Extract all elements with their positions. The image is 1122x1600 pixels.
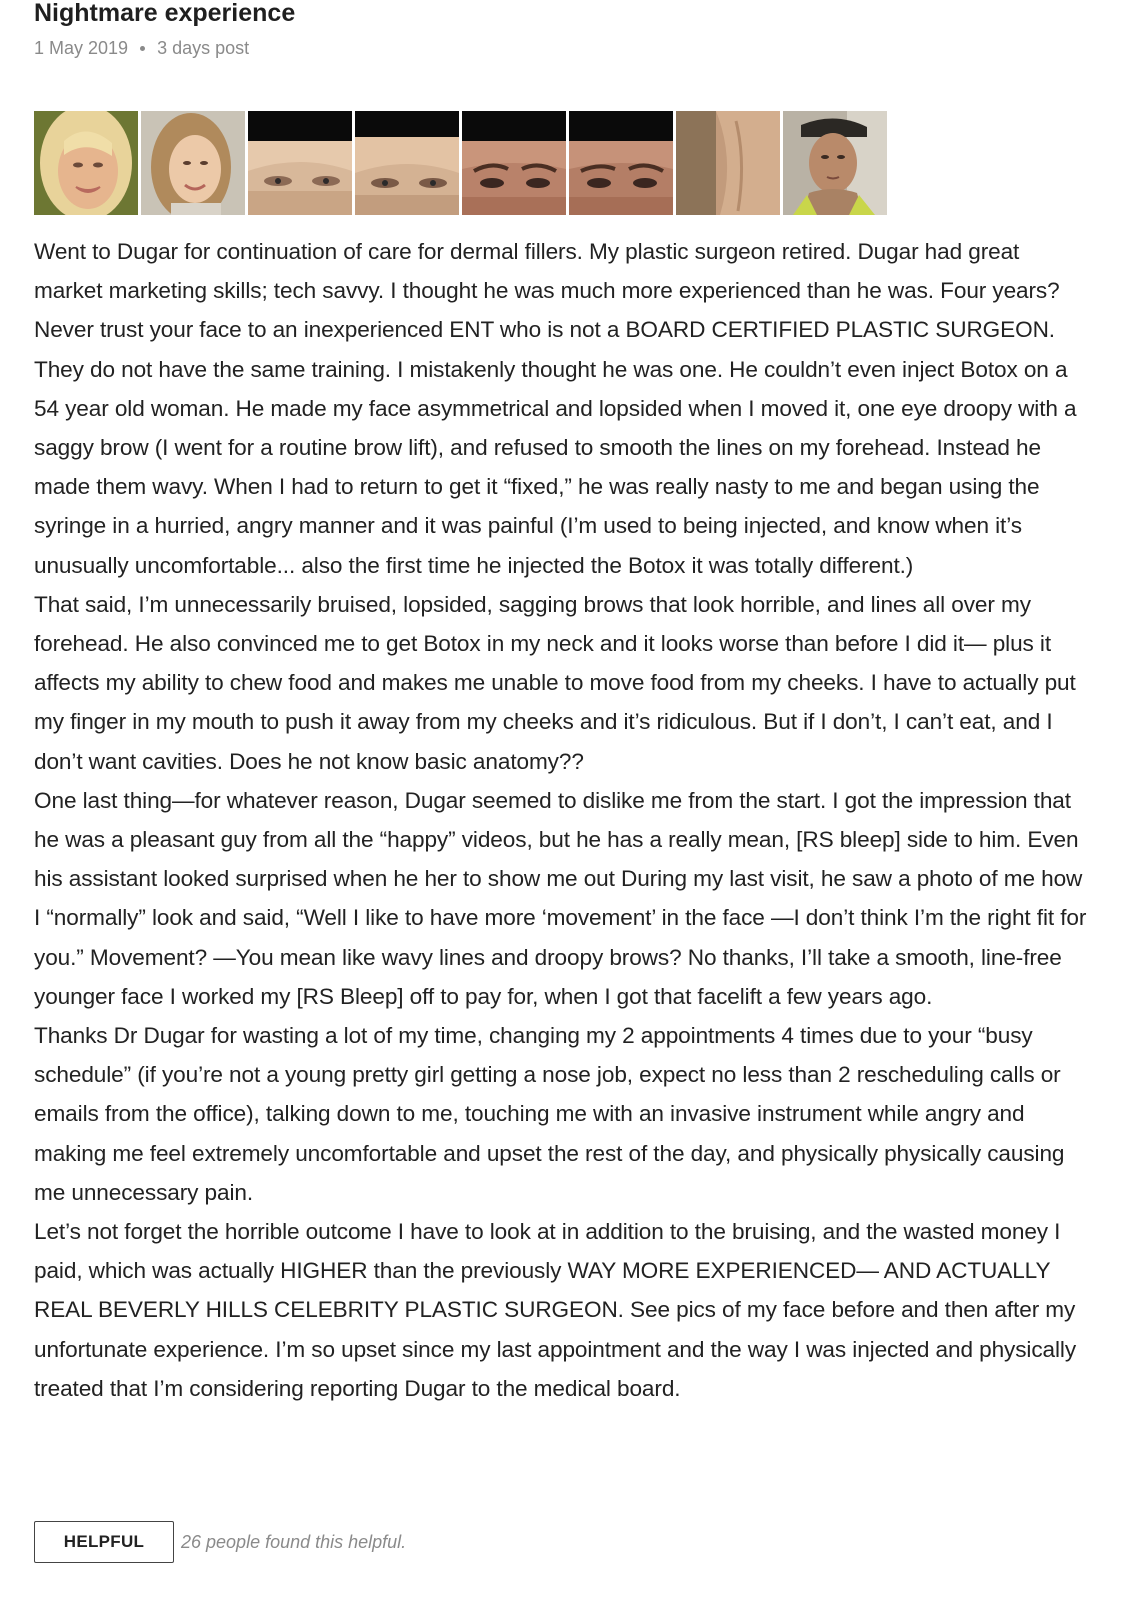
review-paragraph: Let’s not forget the horrible outcome I have to look at in addition to the bruising, and the wasted money I paid, which was actually HIGHER than the previously WAY MORE EXPERIENCED— AND ACTUALLY REAL BEVERLY HILLS CELEBRITY PLASTIC SURGEON. See pics of my face before and then after my unfortunate experience. I’m so upset since my last appointment and the way I was injected and physically treated that I’m considering reporting Dugar to the medical board. [34, 1219, 1077, 1401]
review-meta [34, 37, 1094, 59]
helpful-row [34, 1521, 406, 1563]
photo-eyes-closeup-icon [248, 111, 352, 215]
review-paragraph: Thanks Dr Dugar for wasting a lot of my time, changing my 2 appointments 4 times due to your “busy schedule” (if you’re not a young pretty girl getting a nose job, expect no less than 2 rescheduling calls or emails from the office), talking down to me, touching me with an invasive instrument while angry and making me feel extremely uncomfortable and upset the rest of the day, and physically physically causing me unnecessary pain. [34, 1023, 1065, 1205]
review-paragraph: Went to Dugar for continuation of care for dermal fillers. My plastic surgeon retired. Dugar had great market marketing skills; tech savvy. I thought he was much more experienced than he was. Four years? Never trust your face to an inexperienced ENT who is not a BOARD CERTIFIED PLASTIC SURGEON. They do not have the same training. I mistakenly thought he was one. He couldn’t even inject Botox on a 54 year old woman. He made my face asymmetrical and lopsided when I moved it, one eye droopy with a saggy brow (I went for a routine brow lift), and refused to smooth the lines on my forehead. Instead he made them wavy. When I had to return to get it “fixed,” he was really nasty to me and began using the syringe in a hurried, angry manner and it was painful (I’m used to being injected, and know when it’s unusually uncomfortable... also the first time he injected the Botox it was totally different.) [34, 239, 1077, 578]
review-photo-3[interactable] [248, 111, 352, 215]
review-photo-7[interactable] [676, 111, 780, 215]
photo-eyes-closeup-icon [355, 111, 459, 215]
separator-dot-icon [140, 46, 145, 51]
review-date: 1 May 2019 [34, 38, 129, 58]
review-paragraph: One last thing—for whatever reason, Dugar seemed to dislike me from the start. I got the impression that he was a pleasant guy from all the “happy” videos, but he has a really mean, [RS bleep] side to him. Even his assistant looked surprised when he her to show me out During my last visit, he saw a photo of me how I “normally” look and said, “Well I like to have more ‘movement’ in the face —I don’t think I’m the right fit for you.” Movement? —You mean like wavy lines and droopy brows? No thanks, I’ll take a smooth, line-free younger face I worked my [RS Bleep] off to pay for, when I got that facelift a few years ago. [34, 787, 1087, 1009]
review-paragraph: That said, I’m unnecessarily bruised, lopsided, sagging brows that look horrible, and lines all over my forehead. He also convinced me to get Botox in my neck and it looks worse than before I did it— plus it affects my ability to chew food and makes me unable to move food from my cheeks. I have to actually put my finger in my mouth to push it away from my cheeks and it’s ridiculous. But if I don’t, I can’t eat, and I don’t want cavities. Does he not know basic anatomy?? [34, 591, 1076, 774]
helpful-count: 26 people found this helpful. [181, 1531, 407, 1552]
review-photo-6[interactable] [569, 111, 673, 215]
photo-before-smiling-icon [34, 111, 138, 215]
review-photo-4[interactable] [355, 111, 459, 215]
photo-neck-closeup-icon [676, 111, 780, 215]
photo-brows-closeup-icon [569, 111, 673, 215]
photo-brows-closeup-icon [462, 111, 566, 215]
review-photo-1[interactable] [34, 111, 138, 215]
photo-before-portrait-icon [141, 111, 245, 215]
review-photo-5[interactable] [462, 111, 566, 215]
review-title: Nightmare experience [34, 0, 296, 27]
photo-selfie-cap-icon [783, 111, 887, 215]
review-photo-2[interactable] [141, 111, 245, 215]
review-photo-8[interactable] [783, 111, 887, 215]
photo-gallery [34, 111, 887, 215]
review-post-label: 3 days post [157, 38, 250, 58]
helpful-button[interactable]: HELPFUL [34, 1521, 174, 1563]
review-body [34, 232, 1092, 1408]
review-card [34, 0, 1094, 1552]
